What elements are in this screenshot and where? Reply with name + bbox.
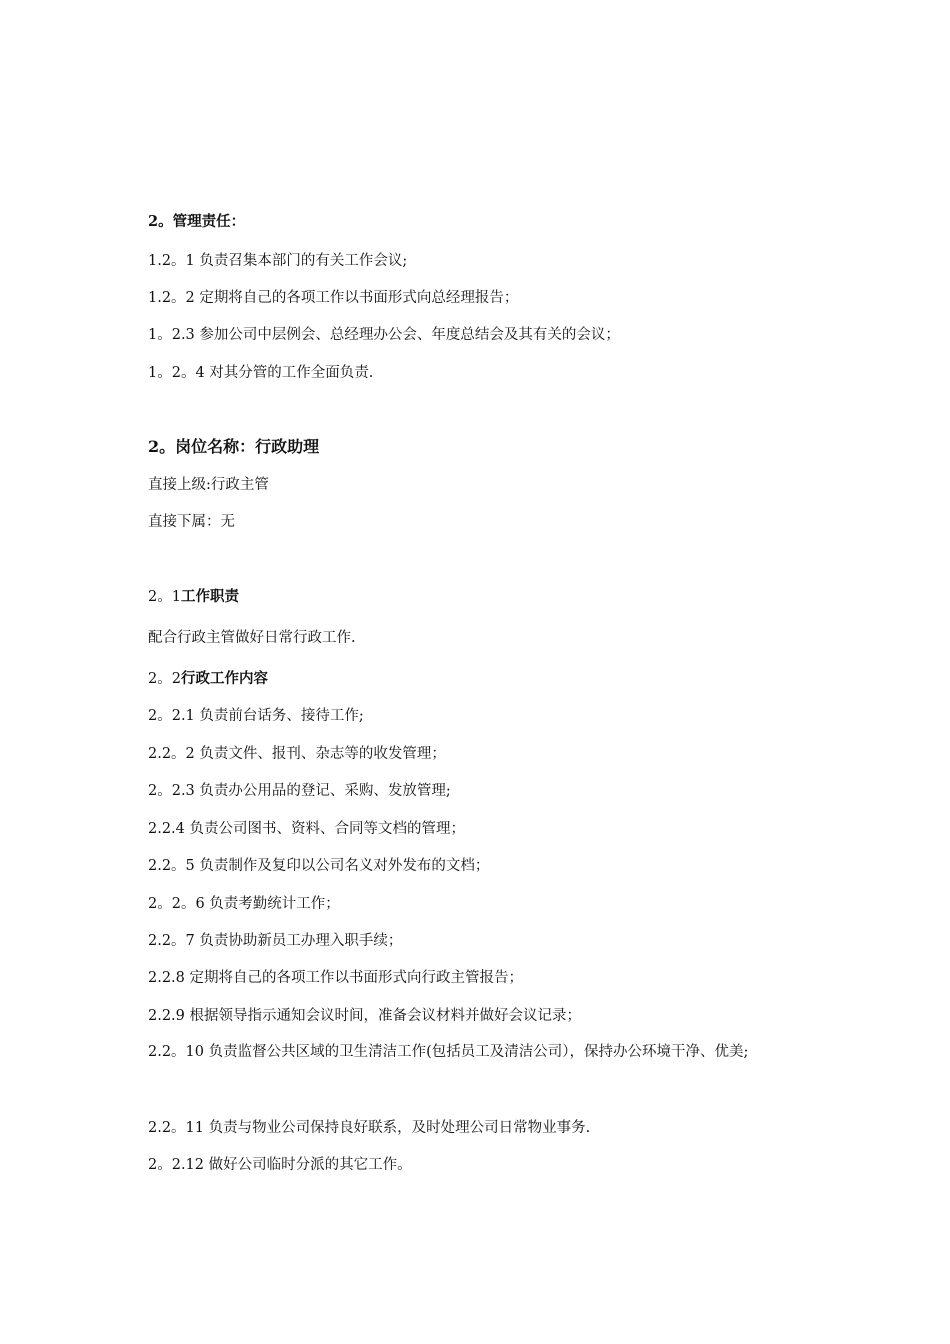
mgmt-item: 1。2。4 对其分管的工作全面负责. [148,365,374,381]
content-item: 2.2。5 负责制作及复印以公司名义对外发布的文档； [148,858,490,874]
content-number: 2。2 [148,671,181,687]
content-item: 2。2。6 负责考勤统计工作； [148,896,340,912]
mgmt-item: 1.2。2 定期将自己的各项工作以书面形式向总经理报告； [148,290,519,306]
content-item: 2.2.8 定期将自己的各项工作以书面形式向行政主管报告； [148,970,524,986]
content-item: 2.2。11 负责与物业公司保持良好联系，及时处理公司日常物业事务. [148,1120,591,1136]
content-item: 2.2。7 负责协助新员工办理入职手续； [148,933,403,949]
content-item: 2。2.3 负责办公用品的登记、采购、发放管理; [148,783,451,799]
content-item: 2.2.4 负责公司图书、资料、合同等文档的管理； [148,821,466,837]
direct-subordinate: 直接下属：无 [148,514,235,530]
content-item: 2.2.9 根据领导指示通知会议时间，准备会议材料并做好会议记录； [148,1008,582,1024]
content-label: 行政工作内容 [180,670,268,687]
content-item: 2.2。2 负责文件、报刊、杂志等的收发管理； [148,746,446,762]
content-item: 2.2。10 负责监督公共区域的卫生清洁工作(包括员工及清洁公司），保持办公环境干净、优美; [148,1044,749,1060]
position-title: 2。岗位名称：行政助理 [148,437,320,456]
content-item: 2。2.12 做好公司临时分派的其它工作。 [148,1157,412,1173]
content-heading [148,669,268,689]
section-management-title: 2。管理责任： [148,213,246,230]
content-item: 2。2.1 负责前台话务、接待工作; [148,708,364,724]
duties-number: 2。1 [148,589,181,605]
direct-superior: 直接上级:行政主管 [148,477,269,493]
mgmt-item: 1.2。1 负责召集本部门的有关工作会议; [148,253,408,269]
duties-heading [148,587,239,607]
duties-label: 工作职责 [180,588,239,605]
duties-text: 配合行政主管做好日常行政工作. [148,630,356,646]
mgmt-item: 1。2.3 参加公司中层例会、总经理办公会、年度总结会及其有关的会议； [148,327,620,343]
